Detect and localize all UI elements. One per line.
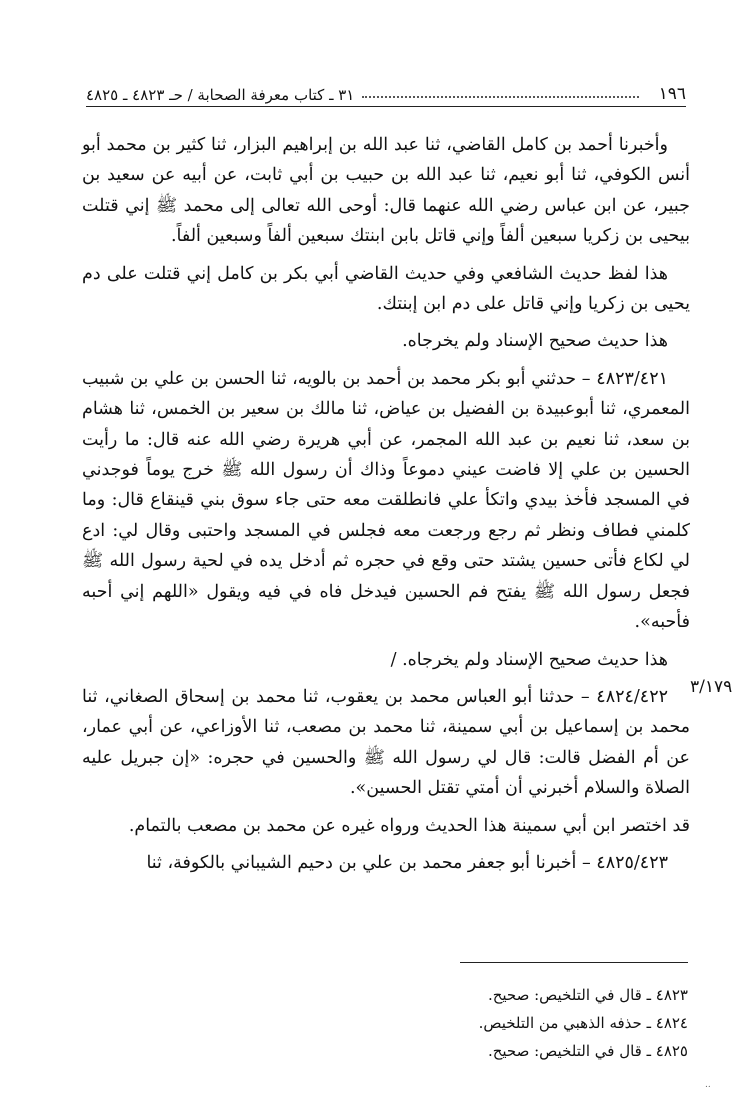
- paragraph: هذا حديث صحيح الإسناد ولم يخرجاه.: [402, 331, 668, 352]
- paragraph: هذا لفظ حديث الشافعي وفي حديث القاضي أبي بكر بن كامل إني قتلت على دم يحيى بن زكريا وإني قاتل على دم ابن إبنتك.: [82, 263, 690, 315]
- corner-mark: ..: [705, 1080, 711, 1090]
- footnote: ٤٨٢٥ ـ قال في التلخيص: صحيح.: [487, 1042, 688, 1060]
- margin-reference: ٣/١٧٩: [690, 677, 733, 697]
- header-title: ٣١ ـ كتاب معرفة الصحابة / حـ ٤٨٢٣ ـ ٤٨٢٥: [86, 86, 355, 104]
- hadith-4824: ٤٨٢٤/٤٢٢ – حدثنا أبو العباس محمد بن يعقوب، ثنا محمد بن إسحاق الصغاني، ثنا محمد بن إسماعيل بن أبي سمينة، ثنا محمد بن مصعب، ثنا الأوزاعي، عن أبي عمار، عن أم الفضل قالت: قال لي رسول الله ﷺ والحسين في حجره: «إن جبريل عليه الصلاة والسلام أخبرني أن أمتي تقتل الحسين».: [82, 686, 690, 799]
- running-header: [86, 74, 686, 107]
- paragraph: وأخبرنا أحمد بن كامل القاضي، ثنا عبد الله بن إبراهيم البزار، ثنا كثير بن محمد أبو أنس الكوفي، ثنا أبو نعيم، ثنا عبد الله بن حبيب بن أبي ثابت، عن أبيه عن سعيد بن جبير، عن ابن عباس رضي الله عنهما قال: أوحى الله تعالى إلى محمد ﷺ إني قتلت بيحيى بن زكريا سبعين ألفاً وإني قاتل بابن ابنتك سبعين ألفاً وسبعين ألفاً.: [82, 135, 690, 247]
- hadith-4825: ٤٨٢٥/٤٢٣ – أخبرنا أبو جعفر محمد بن علي بن دحيم الشيباني بالكوفة، ثنا: [146, 852, 668, 873]
- footnote: ٤٨٢٤ ـ حذفه الذهبي من التلخيص.: [478, 1014, 688, 1032]
- header-dot-leader: [362, 96, 638, 98]
- paragraph: قد اختصر ابن أبي سمينة هذا الحديث ورواه غيره عن محمد بن مصعب بالتمام.: [128, 815, 690, 836]
- footnotes: [300, 981, 688, 1065]
- main-text: [82, 130, 690, 885]
- page-number: ١٩٦: [658, 84, 686, 104]
- footnote: ٤٨٢٣ ـ قال في التلخيص: صحيح.: [487, 986, 688, 1004]
- paragraph: هذا حديث صحيح الإسناد ولم يخرجاه. /: [390, 649, 668, 670]
- hadith-4823: ٤٨٢٣/٤٢١ – حدثني أبو بكر محمد بن أحمد بن بالويه، ثنا الحسن بن علي بن شبيب المعمري، ثنا أبوعبيدة بن الفضيل بن عياض، ثنا مالك بن سعير بن الخمس، ثنا هشام بن سعد، ثنا نعيم بن عبد الله المجمر، عن أبي هريرة رضي الله عنه قال: ما رأيت الحسين بن علي إلا فاضت عيني دموعاً وذاك أن رسول الله ﷺ خرج يوماً فوجدني في المسجد فأخذ بيدي واتكأ علي فانطلقت معه حتى جاء سوق بني قينقاع قال: وما كلمني فطاف ونظر ثم رجع ورجعت معه فجلس في المسجد واحتبى وقال لي: ادع لي لكاع فأتى حسين يشتد حتى وقع في حجره ثم أدخل يده في لحية رسول الله ﷺ فجعل رسول الله ﷺ يفتح فم الحسين فيدخل فاه في فيه ويقول «اللهم إني أحبه فأحبه».: [82, 368, 690, 633]
- footnote-divider: [460, 962, 688, 963]
